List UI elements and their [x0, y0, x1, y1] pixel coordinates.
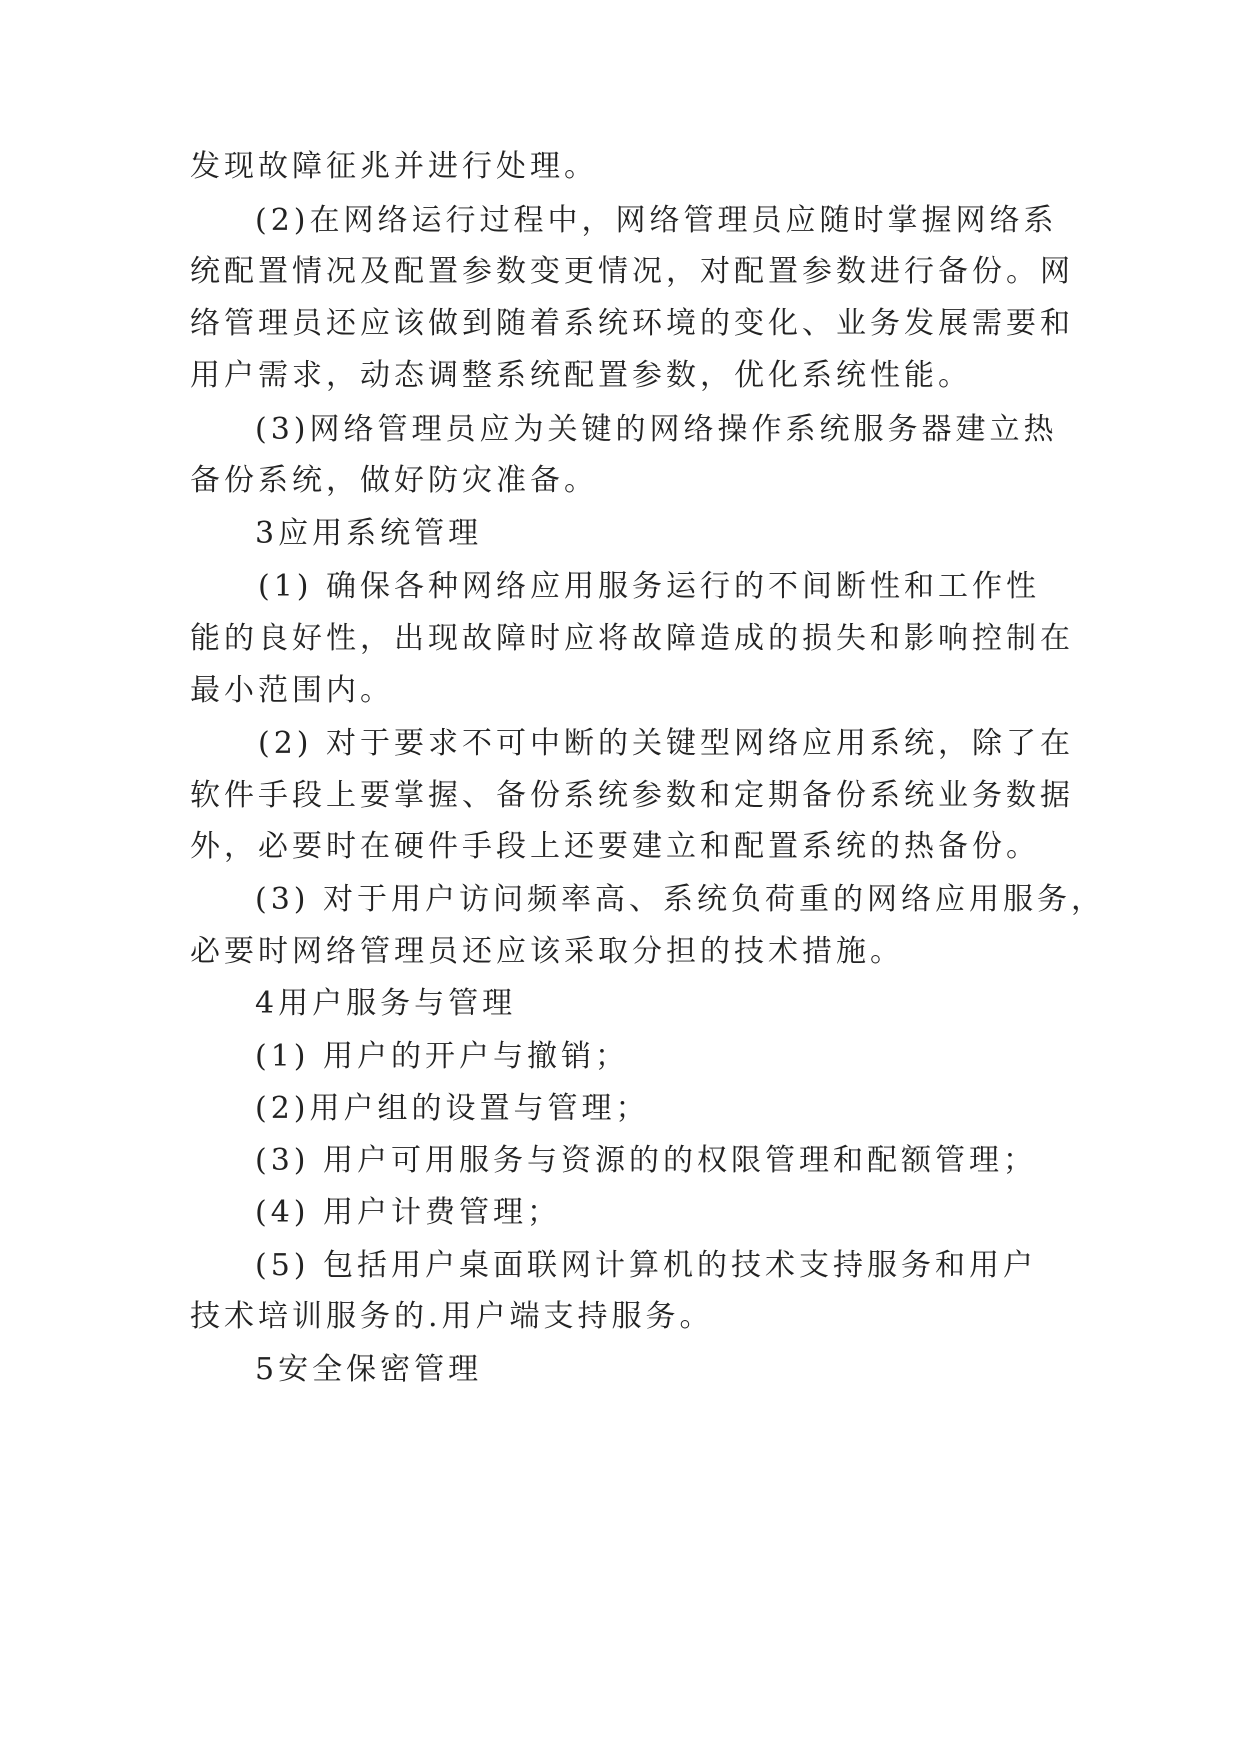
- section-heading: 3应用系统管理: [255, 516, 483, 551]
- paragraph-start-line: (2)在网络运行过程中，网络管理员应随时掌握网络系: [255, 203, 1058, 238]
- paragraph-start-line: (1) 确保各种网络应用服务运行的不间断性和工作性: [258, 569, 1041, 604]
- list-item: (5) 包括用户桌面联网计算机的技术支持服务和用户: [255, 1248, 1038, 1283]
- text-line: 发现故障征兆并进行处理。: [190, 149, 598, 184]
- text-line: 统配置情况及配置参数变更情况，对配置参数进行备份。网: [190, 254, 1074, 289]
- text-line: 用户需求，动态调整系统配置参数，优化系统性能。: [190, 358, 972, 393]
- section-heading: 5安全保密管理: [255, 1352, 483, 1387]
- text-line: 最小范围内。: [190, 673, 394, 708]
- list-item: (3) 用户可用服务与资源的的权限管理和配额管理；: [255, 1143, 1038, 1178]
- section-heading: 4用户服务与管理: [255, 986, 517, 1021]
- paragraph-start-line: (2) 对于要求不可中断的关键型网络应用系统，除了在: [258, 726, 1075, 761]
- list-item: (2)用户组的设置与管理；: [255, 1091, 650, 1126]
- paragraph-start-line: (3) 对于用户访问频率高、系统负荷重的网络应用服务，: [255, 882, 1106, 917]
- text-line: 络管理员还应该做到随着系统环境的变化、业务发展需要和: [190, 306, 1074, 341]
- list-item: (4) 用户计费管理；: [255, 1195, 562, 1230]
- text-line: 技术培训服务的.用户端支持服务。: [190, 1299, 714, 1334]
- paragraph-start-line: (3)网络管理员应为关键的网络操作系统服务器建立热: [255, 412, 1058, 447]
- text-line: 外，必要时在硬件手段上还要建立和配置系统的热备份。: [190, 829, 1040, 864]
- text-line: 软件手段上要掌握、备份系统参数和定期备份系统业务数据: [190, 778, 1074, 813]
- text-line: 备份系统，做好防灾准备。: [190, 463, 598, 498]
- list-item: (1) 用户的开户与撤销；: [255, 1039, 630, 1074]
- text-line: 能的良好性，出现故障时应将故障造成的损失和影响控制在: [190, 621, 1074, 656]
- text-line: 必要时网络管理员还应该采取分担的技术措施。: [190, 934, 904, 969]
